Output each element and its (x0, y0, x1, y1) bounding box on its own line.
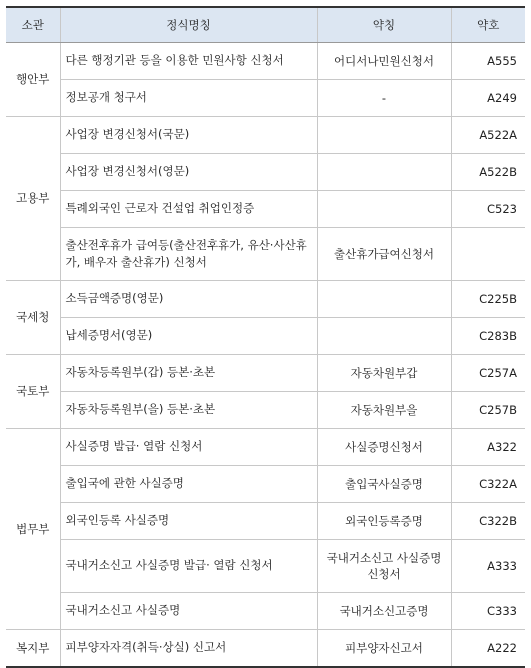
code-cell: A222 (451, 629, 525, 667)
abbr-cell: 자동차원부을 (317, 391, 451, 428)
abbr-cell: 국내거소신고 사실증명신청서 (317, 539, 451, 592)
table-row (6, 153, 525, 190)
table-row (6, 629, 525, 667)
header-dept: 소관 (6, 7, 60, 42)
abbr-cell: 출산휴가급여신청서 (317, 227, 451, 280)
name-cell: 외국인등록 사실증명 (60, 502, 317, 539)
code-cell: C257B (451, 391, 525, 428)
name-cell: 사업장 변경신청서(국문) (60, 116, 317, 153)
abbr-cell (317, 280, 451, 317)
code-cell: A522A (451, 116, 525, 153)
abbr-cell: 사실증명신청서 (317, 428, 451, 465)
table-row (6, 354, 525, 391)
abbr-cell: 국내거소신고증명 (317, 592, 451, 629)
name-cell: 납세증명서(영문) (60, 317, 317, 354)
code-cell: C283B (451, 317, 525, 354)
name-cell: 국내거소신고 사실증명 발급· 열람 신청서 (60, 539, 317, 592)
name-cell: 특례외국인 근로자 건설업 취업인정증 (60, 190, 317, 227)
code-cell: A333 (451, 539, 525, 592)
table-row (6, 539, 525, 592)
code-cell: C523 (451, 190, 525, 227)
header-row (6, 7, 525, 42)
code-cell: C225B (451, 280, 525, 317)
code-cell: C333 (451, 592, 525, 629)
document-table-wrapper (6, 6, 525, 668)
abbr-cell: 어디서나민원신청서 (317, 42, 451, 79)
table-row (6, 190, 525, 227)
name-cell: 자동차등록원부(갑) 등본·초본 (60, 354, 317, 391)
code-cell: C322A (451, 465, 525, 502)
table-body (6, 42, 525, 667)
name-cell: 사실증명 발급· 열람 신청서 (60, 428, 317, 465)
dept-cell: 국세청 (6, 280, 60, 354)
dept-cell: 국토부 (6, 354, 60, 428)
abbr-cell: 외국인등록증명 (317, 502, 451, 539)
table-row (6, 391, 525, 428)
abbr-cell: 출입국사실증명 (317, 465, 451, 502)
name-cell: 소득금액증명(영문) (60, 280, 317, 317)
name-cell: 피부양자자격(취득·상실) 신고서 (60, 629, 317, 667)
header-code: 약호 (451, 7, 525, 42)
name-cell: 사업장 변경신청서(영문) (60, 153, 317, 190)
name-cell: 출입국에 관한 사실증명 (60, 465, 317, 502)
code-cell: C257A (451, 354, 525, 391)
abbr-cell (317, 317, 451, 354)
abbr-cell: 피부양자신고서 (317, 629, 451, 667)
name-cell: 다른 행정기관 등을 이용한 민원사항 신청서 (60, 42, 317, 79)
dept-cell: 행안부 (6, 42, 60, 116)
code-cell: A322 (451, 428, 525, 465)
name-cell: 정보공개 청구서 (60, 79, 317, 116)
code-cell (451, 227, 525, 280)
dept-cell: 복지부 (6, 629, 60, 667)
code-cell: C322B (451, 502, 525, 539)
code-cell: A249 (451, 79, 525, 116)
name-cell: 출산전후휴가 급여등(출산전후휴가, 유산·사산휴가, 배우자 출산휴가) 신청서 (60, 227, 317, 280)
table-row (6, 227, 525, 280)
table-row (6, 428, 525, 465)
dept-cell: 법무부 (6, 428, 60, 629)
dept-cell: 고용부 (6, 116, 60, 280)
table-row (6, 465, 525, 502)
table-header (6, 7, 525, 42)
table-row (6, 280, 525, 317)
table-row (6, 79, 525, 116)
header-abbr: 약칭 (317, 7, 451, 42)
form-abbreviation-table (6, 6, 525, 668)
name-cell: 국내거소신고 사실증명 (60, 592, 317, 629)
abbr-cell (317, 153, 451, 190)
name-cell: 자동차등록원부(을) 등본·초본 (60, 391, 317, 428)
abbr-cell (317, 190, 451, 227)
table-row (6, 317, 525, 354)
header-name: 정식명칭 (60, 7, 317, 42)
code-cell: A555 (451, 42, 525, 79)
table-row (6, 42, 525, 79)
table-row (6, 502, 525, 539)
code-cell: A522B (451, 153, 525, 190)
abbr-cell (317, 116, 451, 153)
abbr-cell: - (317, 79, 451, 116)
abbr-cell: 자동차원부갑 (317, 354, 451, 391)
table-row (6, 116, 525, 153)
table-row (6, 592, 525, 629)
